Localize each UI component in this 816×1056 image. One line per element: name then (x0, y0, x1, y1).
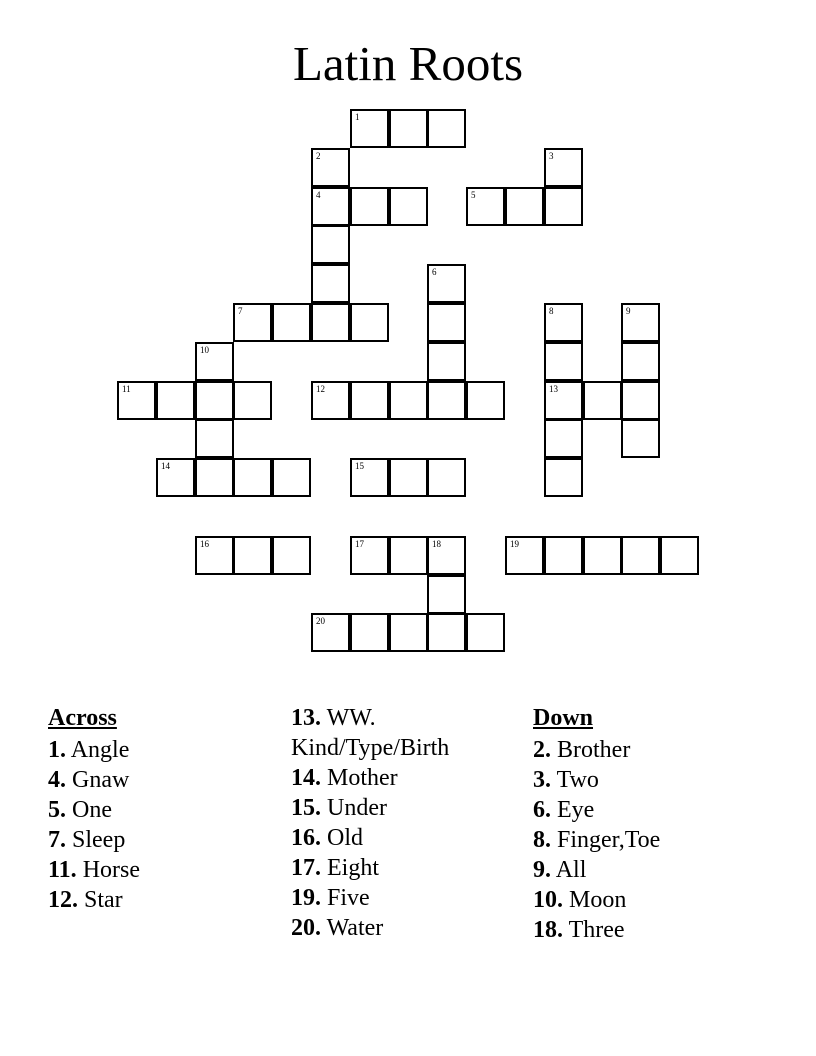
clue-number: 17. (291, 855, 321, 881)
cell-number: 19 (510, 539, 519, 549)
grid-cell[interactable] (195, 458, 234, 497)
grid-cell[interactable] (544, 148, 583, 187)
grid-cell[interactable] (350, 458, 389, 497)
clue-number: 4. (48, 767, 66, 793)
grid-cell[interactable] (466, 187, 505, 226)
grid-cell[interactable] (544, 303, 583, 342)
grid-cell[interactable] (583, 536, 622, 575)
clue-number: 15. (291, 795, 321, 821)
grid-cell[interactable] (195, 536, 234, 575)
grid-cell[interactable] (350, 613, 389, 652)
clue-item (291, 883, 531, 913)
cell-number: 11 (122, 384, 131, 394)
clue-number: 11. (48, 857, 77, 883)
clue-item (533, 855, 773, 885)
clue-item (48, 825, 288, 855)
grid-cell[interactable] (427, 381, 466, 420)
clue-number: 14. (291, 765, 321, 791)
across-heading: Across (48, 705, 117, 731)
clue-item (48, 735, 288, 765)
grid-cell[interactable] (272, 536, 311, 575)
clue-number: 9. (533, 857, 551, 883)
cell-number: 16 (200, 539, 209, 549)
clue-number: 6. (533, 797, 551, 823)
cell-number: 10 (200, 345, 209, 355)
cell-number: 9 (626, 306, 631, 316)
grid-cell[interactable] (544, 458, 583, 497)
grid-cell[interactable] (195, 381, 234, 420)
grid-cell[interactable] (427, 458, 466, 497)
clue-text: One (72, 797, 112, 823)
clue-number: 2. (533, 737, 551, 763)
clue-text: Eye (557, 797, 595, 823)
clue-item (291, 763, 531, 793)
grid-cell[interactable] (311, 613, 350, 652)
grid-cell[interactable] (544, 381, 583, 420)
grid-cell[interactable] (466, 381, 505, 420)
grid-cell[interactable] (466, 613, 505, 652)
clue-item (533, 915, 773, 945)
grid-cell[interactable] (272, 458, 311, 497)
grid-cell[interactable] (195, 342, 234, 381)
grid-cell[interactable] (233, 458, 272, 497)
grid-cell[interactable] (195, 419, 234, 458)
clue-text: Finger,Toe (557, 827, 661, 853)
grid-cell[interactable] (350, 303, 389, 342)
grid-cell[interactable] (389, 381, 428, 420)
clue-number: 5. (48, 797, 66, 823)
grid-cell[interactable] (311, 303, 350, 342)
grid-cell[interactable] (350, 109, 389, 148)
cell-number: 12 (316, 384, 325, 394)
cell-number: 13 (549, 384, 558, 394)
grid-cell[interactable] (233, 303, 272, 342)
grid-cell[interactable] (389, 613, 428, 652)
clue-item (48, 765, 288, 795)
clue-item (291, 793, 531, 823)
puzzle-title: Latin Roots (292, 36, 524, 91)
clue-item (291, 853, 531, 883)
grid-cell[interactable] (350, 187, 389, 226)
grid-cell[interactable] (156, 381, 195, 420)
down-clues-column (533, 703, 773, 945)
clue-item (533, 765, 773, 795)
clue-text: Five (327, 885, 370, 911)
clue-text: Two (556, 767, 599, 793)
cell-number: 1 (355, 112, 360, 122)
cell-number: 15 (355, 461, 364, 471)
clue-text: Brother (557, 737, 631, 763)
clue-item (533, 885, 773, 915)
clue-text: Water (326, 915, 384, 941)
grid-cell[interactable] (311, 381, 350, 420)
grid-cell[interactable] (156, 458, 195, 497)
clue-number: 20. (291, 915, 321, 941)
grid-cell[interactable] (621, 419, 660, 458)
grid-cell[interactable] (311, 264, 350, 303)
grid-cell[interactable] (505, 536, 544, 575)
grid-cell[interactable] (621, 381, 660, 420)
across-clues-column-1 (48, 703, 288, 915)
clue-number: 3. (533, 767, 551, 793)
grid-cell[interactable] (117, 381, 156, 420)
grid-cell[interactable] (544, 536, 583, 575)
grid-cell[interactable] (311, 187, 350, 226)
grid-cell[interactable] (660, 536, 699, 575)
grid-cell[interactable] (350, 536, 389, 575)
clue-item (48, 795, 288, 825)
grid-cell[interactable] (427, 109, 466, 148)
clue-text: Under (327, 795, 387, 821)
grid-cell[interactable] (427, 613, 466, 652)
clue-text: Moon (569, 887, 627, 913)
clue-item (48, 885, 288, 915)
clue-number: 7. (48, 827, 66, 853)
cell-number: 5 (471, 190, 476, 200)
grid-cell[interactable] (544, 342, 583, 381)
clue-item (533, 795, 773, 825)
grid-cell[interactable] (350, 381, 389, 420)
across-clues-column-2 (291, 703, 531, 943)
grid-cell[interactable] (544, 187, 583, 226)
grid-cell[interactable] (427, 575, 466, 614)
grid-cell[interactable] (621, 303, 660, 342)
grid-cell[interactable] (583, 381, 622, 420)
grid-cell[interactable] (621, 536, 660, 575)
clue-item (291, 703, 531, 763)
clue-number: 8. (533, 827, 551, 853)
grid-cell[interactable] (311, 225, 350, 264)
cell-number: 4 (316, 190, 321, 200)
clue-number: 1. (48, 737, 66, 763)
cell-number: 7 (238, 306, 243, 316)
cell-number: 18 (432, 539, 441, 549)
clue-number: 10. (533, 887, 563, 913)
cell-number: 8 (549, 306, 554, 316)
clue-text: Star (84, 887, 123, 913)
clue-text: Three (568, 917, 625, 943)
grid-cell[interactable] (427, 264, 466, 303)
cell-number: 17 (355, 539, 364, 549)
grid-cell[interactable] (505, 187, 544, 226)
clue-item (291, 913, 531, 943)
clue-item (291, 823, 531, 853)
clue-text: Eight (327, 855, 379, 881)
cell-number: 14 (161, 461, 170, 471)
grid-cell[interactable] (389, 536, 428, 575)
grid-cell[interactable] (272, 303, 311, 342)
clue-number: 19. (291, 885, 321, 911)
grid-cell[interactable] (311, 148, 350, 187)
clue-text: WW. Kind/Type/Birth (291, 705, 450, 761)
cell-number: 20 (316, 616, 325, 626)
grid-cell[interactable] (233, 536, 272, 575)
grid-cell[interactable] (233, 381, 272, 420)
cell-number: 6 (432, 267, 437, 277)
grid-cell[interactable] (427, 342, 466, 381)
clue-text: Angle (70, 737, 130, 763)
grid-cell[interactable] (389, 109, 428, 148)
grid-cell[interactable] (427, 536, 466, 575)
clue-number: 12. (48, 887, 78, 913)
clue-text: Horse (82, 857, 141, 883)
clue-number: 16. (291, 825, 321, 851)
clue-item (533, 825, 773, 855)
clue-text: Mother (327, 765, 398, 791)
grid-cell[interactable] (621, 342, 660, 381)
grid-cell[interactable] (389, 187, 428, 226)
grid-cell[interactable] (544, 419, 583, 458)
grid-cell[interactable] (389, 458, 428, 497)
clue-text: All (555, 857, 587, 883)
grid-cell[interactable] (427, 303, 466, 342)
cell-number: 3 (549, 151, 554, 161)
clue-item (48, 855, 288, 885)
down-heading: Down (533, 705, 594, 731)
clue-number: 13. (291, 705, 321, 731)
clue-text: Sleep (72, 827, 126, 853)
clue-number: 18. (533, 917, 563, 943)
clue-item (533, 735, 773, 765)
cell-number: 2 (316, 151, 321, 161)
clue-text: Old (327, 825, 363, 851)
clue-text: Gnaw (72, 767, 130, 793)
